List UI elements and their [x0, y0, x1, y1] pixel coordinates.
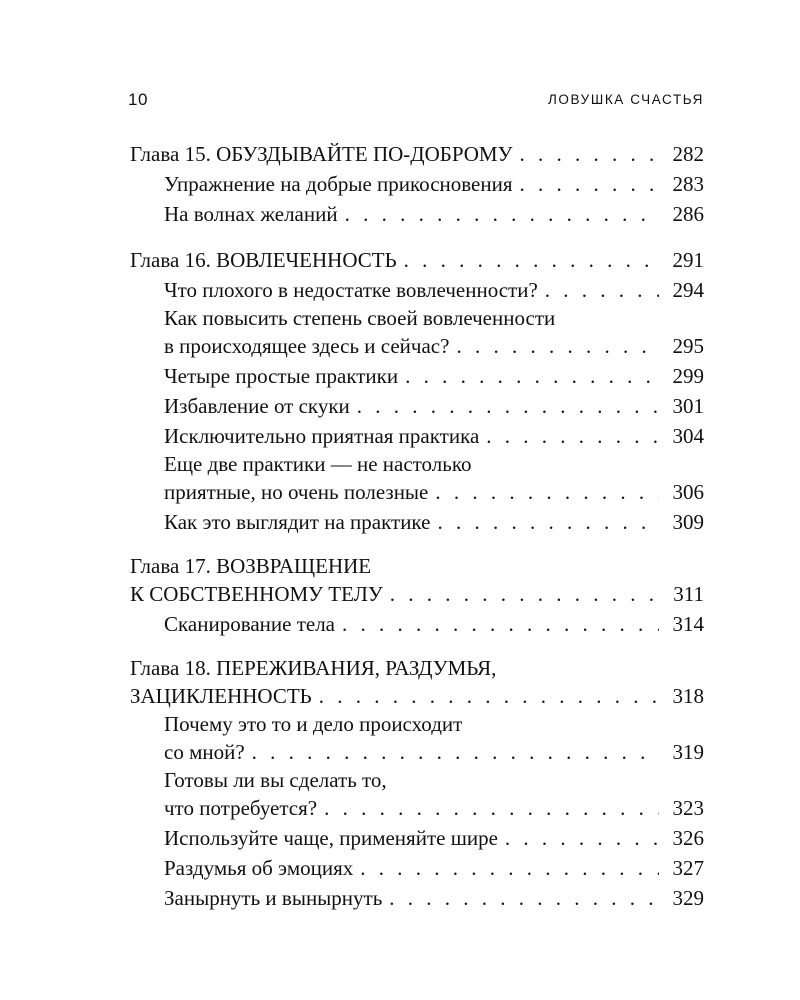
- toc-page-number: 318: [672, 684, 704, 708]
- toc-leader-dots: [342, 609, 659, 639]
- toc-entry-first-line[interactable]: [164, 767, 704, 793]
- toc-leader-dots: [519, 139, 659, 169]
- toc-entry-title: Глава 16. ВОВЛЕЧЕННОСТЬ: [130, 248, 397, 272]
- toc-page-number: 323: [672, 796, 704, 820]
- toc-leader-dots: [437, 507, 659, 537]
- toc-entry[interactable]: [164, 391, 704, 421]
- toc-entry[interactable]: [164, 275, 704, 305]
- toc-entry-title: Избавление от скуки: [164, 394, 350, 418]
- toc-page-number: 319: [672, 740, 704, 764]
- toc-entry[interactable]: [164, 477, 704, 507]
- toc-chapter-17-heading[interactable]: [130, 579, 704, 609]
- toc-entry-title: Еще две практики — не настолько: [164, 452, 472, 476]
- table-of-contents: [130, 139, 704, 929]
- toc-leader-dots: [486, 421, 659, 451]
- toc-chapter-18: [130, 655, 704, 913]
- toc-entry-title-continued: приятные, но очень полезные: [164, 480, 429, 504]
- toc-leader-dots: [435, 477, 659, 507]
- toc-page-number: 309: [672, 510, 704, 534]
- toc-chapter-15: [130, 139, 704, 229]
- toc-entry-title: Раздумья об эмоциях: [164, 856, 354, 880]
- toc-entry[interactable]: [164, 421, 704, 451]
- toc-page-number: 286: [672, 202, 704, 226]
- toc-leader-dots: [360, 853, 659, 883]
- running-head: [128, 90, 704, 112]
- toc-chapter-15-heading[interactable]: [130, 139, 704, 169]
- toc-entry-title-continued: со мной?: [164, 740, 245, 764]
- toc-leader-dots: [319, 681, 659, 711]
- toc-chapter-17: [130, 553, 704, 639]
- toc-page-number: 283: [672, 172, 704, 196]
- toc-page-number: 294: [672, 278, 704, 302]
- toc-entry-title: Почему это то и дело происходит: [164, 712, 463, 736]
- toc-page-number: 301: [672, 394, 704, 418]
- toc-page-number: 326: [672, 826, 704, 850]
- toc-page-number: 311: [673, 582, 704, 606]
- toc-chapter-18-heading-first-line[interactable]: [130, 655, 704, 681]
- toc-leader-dots: [389, 883, 659, 913]
- toc-entry-title: На волнах желаний: [164, 202, 338, 226]
- toc-entry-title: Готовы ли вы сделать то,: [164, 768, 387, 792]
- toc-entry[interactable]: [164, 199, 704, 229]
- toc-leader-dots: [456, 331, 659, 361]
- toc-entry-title: Исключительно приятная практика: [164, 424, 480, 448]
- toc-leader-dots: [390, 579, 659, 609]
- toc-entry-title: Как это выглядит на практике: [164, 510, 431, 534]
- toc-entry[interactable]: [164, 883, 704, 913]
- toc-entry-title: Занырнуть и вынырнуть: [164, 886, 383, 910]
- toc-entry[interactable]: [164, 361, 704, 391]
- toc-leader-dots: [505, 823, 659, 853]
- toc-chapter-16-heading[interactable]: [130, 245, 704, 275]
- toc-leader-dots: [252, 737, 659, 767]
- toc-entry-title: Используйте чаще, применяйте шире: [164, 826, 498, 850]
- toc-page-number: 299: [672, 364, 704, 388]
- toc-leader-dots: [324, 793, 659, 823]
- toc-entry-title: Глава 15. ОБУЗДЫВАЙТЕ ПО-ДОБРОМУ: [130, 142, 513, 166]
- toc-page-number: 291: [672, 248, 704, 272]
- toc-chapter-18-heading[interactable]: [130, 681, 704, 711]
- toc-entry-title: Сканирование тела: [164, 612, 335, 636]
- toc-entry[interactable]: [164, 823, 704, 853]
- toc-chapter-17-heading-first-line[interactable]: [130, 553, 704, 579]
- toc-entry-first-line[interactable]: [164, 305, 704, 331]
- toc-entry[interactable]: [164, 793, 704, 823]
- toc-leader-dots: [404, 245, 659, 275]
- toc-leader-dots: [405, 361, 659, 391]
- toc-entry-title: Упражнение на добрые прикосновения: [164, 172, 513, 196]
- toc-entry-title: Четыре простые практики: [164, 364, 399, 388]
- toc-entry-first-line[interactable]: [164, 451, 704, 477]
- toc-leader-dots: [357, 391, 659, 421]
- toc-entry[interactable]: [164, 169, 704, 199]
- toc-page-number: 304: [672, 424, 704, 448]
- toc-entry-first-line[interactable]: [164, 711, 704, 737]
- toc-entry-title: Глава 17. ВОЗВРАЩЕНИЕ: [130, 554, 372, 578]
- book-title: ЛОВУШКА СЧАСТЬЯ: [547, 92, 704, 107]
- toc-entry-title: Что плохого в недостатке вовлеченности?: [164, 278, 538, 302]
- toc-leader-dots: [545, 275, 659, 305]
- toc-chapter-16: [130, 245, 704, 537]
- toc-entry-title-continued: ЗАЦИКЛЕННОСТЬ: [130, 684, 312, 708]
- toc-leader-dots: [520, 169, 660, 199]
- toc-entry-title: Как повысить степень своей вовлеченности: [164, 306, 556, 330]
- toc-page-number: 329: [672, 886, 704, 910]
- toc-page-number: 327: [672, 856, 704, 880]
- toc-page-number: 306: [672, 480, 704, 504]
- toc-entry[interactable]: [164, 507, 704, 537]
- toc-page-number: 282: [672, 142, 704, 166]
- toc-page-number: 295: [672, 334, 704, 358]
- toc-entry-title-continued: что потребуется?: [164, 796, 318, 820]
- toc-entry[interactable]: [164, 609, 704, 639]
- toc-entry-title: Глава 18. ПЕРЕЖИВАНИЯ, РАЗДУМЬЯ,: [130, 656, 497, 680]
- toc-page-number: 314: [672, 612, 704, 636]
- page-number: 10: [128, 90, 148, 109]
- toc-entry-title-continued: в происходящее здесь и сейчас?: [164, 334, 450, 358]
- toc-entry[interactable]: [164, 853, 704, 883]
- toc-leader-dots: [345, 199, 659, 229]
- toc-entry[interactable]: [164, 331, 704, 361]
- toc-entry-title-continued: К СОБСТВЕННОМУ ТЕЛУ: [130, 582, 383, 606]
- toc-entry[interactable]: [164, 737, 704, 767]
